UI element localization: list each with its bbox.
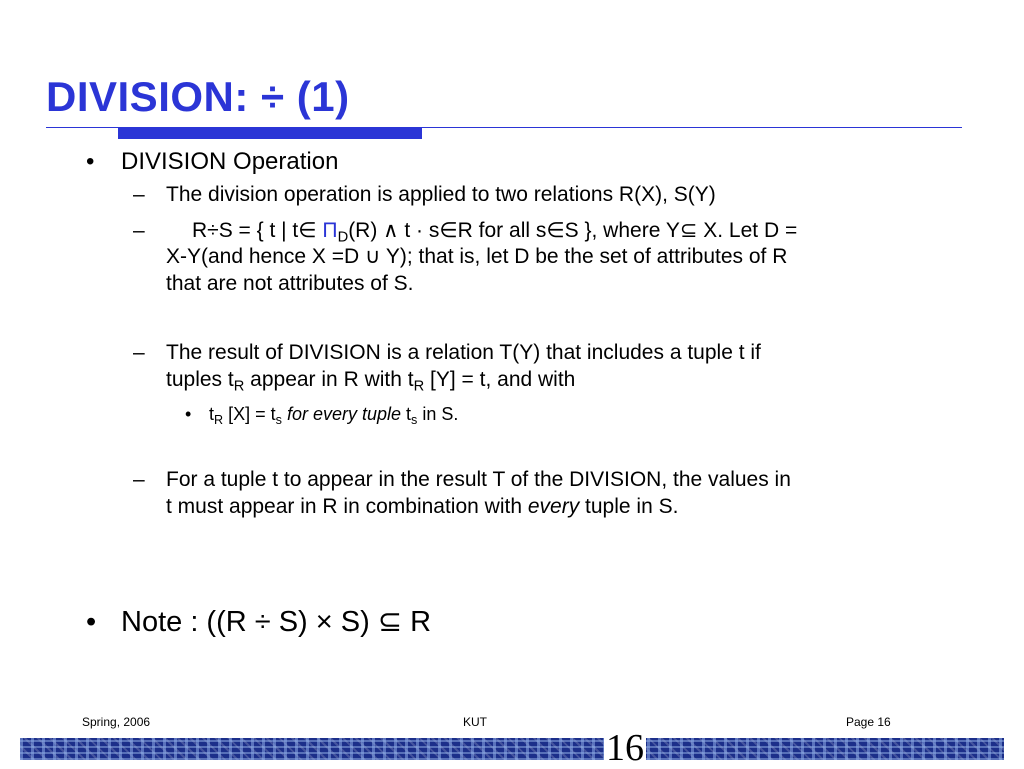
dash-marker: – bbox=[133, 468, 145, 491]
bullet-marker: • bbox=[86, 148, 95, 175]
text-part: tuples t bbox=[166, 368, 234, 391]
division-definition-line-3: that are not attributes of S. bbox=[166, 272, 414, 295]
footer-page-label: Page 16 bbox=[846, 715, 891, 729]
tuple-appearance-line-1: For a tuple t to appear in the result T of the DIVISION, the values in bbox=[166, 468, 791, 491]
text-part: [Y] = t, and with bbox=[424, 368, 576, 391]
slide-number: 16 bbox=[606, 727, 644, 769]
footer-date: Spring, 2006 bbox=[82, 715, 151, 729]
formula-part: R÷S = { t | t∈ bbox=[192, 219, 323, 242]
subscript: R bbox=[413, 378, 425, 395]
sub-bullet-applied-to-relations: The division operation is applied to two relations R(X), S(Y) bbox=[166, 183, 716, 206]
result-description-line-2 bbox=[166, 367, 575, 393]
projection-symbol: Π bbox=[322, 219, 338, 242]
division-definition-line-1 bbox=[192, 218, 797, 244]
bullet-division-operation: DIVISION Operation bbox=[121, 148, 339, 175]
projection-subscript: D bbox=[337, 229, 349, 246]
slide-title: DIVISION: ÷ (1) bbox=[46, 73, 350, 120]
subscript: s bbox=[275, 412, 282, 427]
decorative-pattern-band bbox=[20, 738, 1004, 760]
italic-text: for every tuple bbox=[281, 404, 402, 424]
text-part: appear in R with t bbox=[244, 368, 414, 391]
subscript: R bbox=[233, 378, 245, 395]
footer-institution: KUT bbox=[463, 715, 487, 729]
division-definition-line-2: X-Y(and hence X =D ∪ Y); that is, let D be the set of attributes of R bbox=[166, 245, 788, 268]
subscript: R bbox=[214, 412, 224, 427]
subscript: s bbox=[411, 412, 418, 427]
formula-part: (R) ∧ t · s∈R for all s∈S }, where Y⊆ X. Let D = bbox=[348, 219, 798, 242]
italic-text: every bbox=[527, 495, 580, 518]
text-part: t must appear in R in combination with bbox=[166, 495, 528, 518]
tuple-condition bbox=[209, 403, 458, 425]
small-bullet-marker: • bbox=[185, 404, 192, 424]
tuple-appearance-line-2 bbox=[166, 494, 678, 520]
dash-marker: – bbox=[133, 183, 145, 206]
text-part: [X] = t bbox=[223, 404, 276, 424]
text-part: t bbox=[401, 404, 412, 424]
text-part: t bbox=[209, 404, 215, 424]
bullet-marker: • bbox=[86, 606, 97, 638]
note-identity: Note : ((R ÷ S) × S) ⊆ R bbox=[121, 606, 432, 638]
dash-marker: – bbox=[133, 341, 145, 364]
text-part: in S. bbox=[417, 404, 459, 424]
text-part: tuple in S. bbox=[579, 495, 679, 518]
dash-marker: – bbox=[133, 219, 145, 242]
result-description-line-1: The result of DIVISION is a relation T(Y) that includes a tuple t if bbox=[166, 341, 761, 364]
